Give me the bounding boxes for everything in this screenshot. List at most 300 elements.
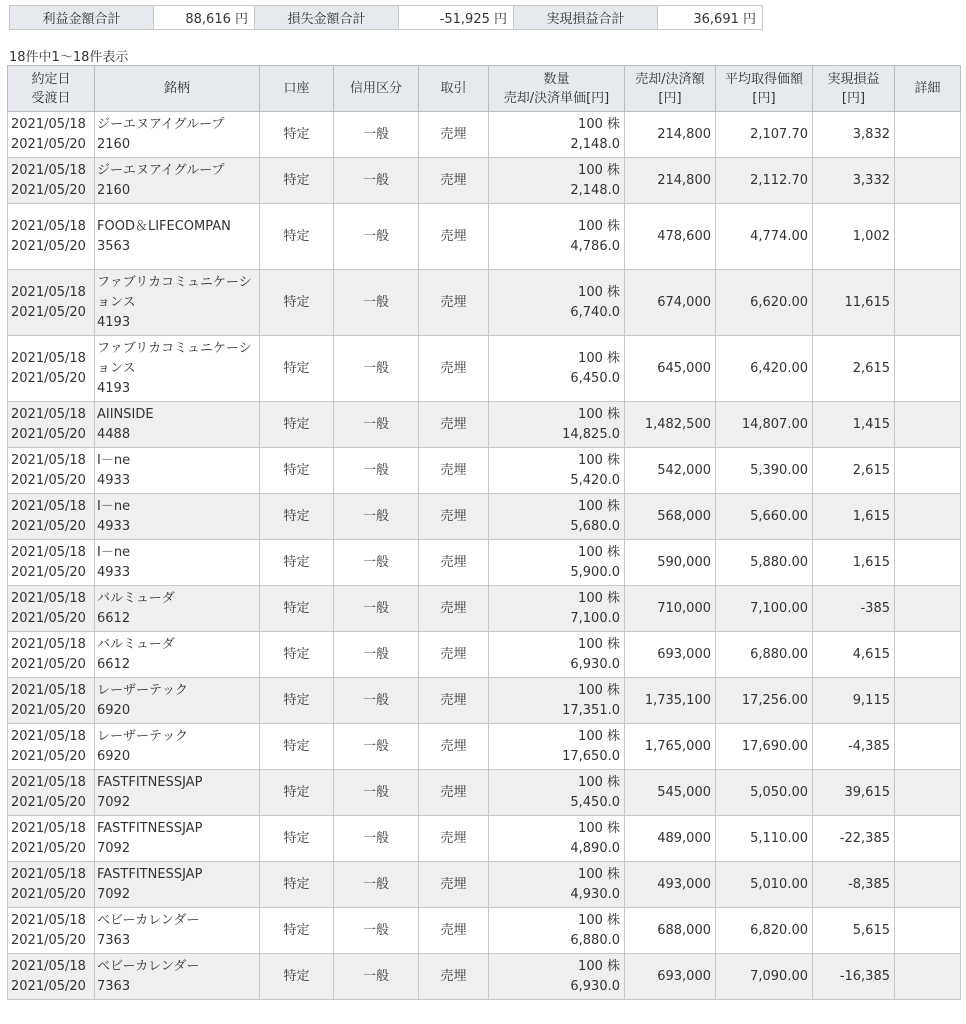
table-row: [8, 336, 961, 402]
col-header-margin: 信用区分: [334, 66, 419, 112]
issue-code: 2160: [97, 182, 131, 198]
qty-cell: [489, 270, 625, 336]
qty-cell: [489, 678, 625, 724]
issue-code: 6920: [97, 748, 131, 764]
avg-cost-cell: 4,774.00: [716, 204, 813, 270]
avg-cost-cell: 2,112.70: [716, 158, 813, 204]
date-cell: [8, 862, 95, 908]
pl-cell: 11,615: [813, 270, 895, 336]
quantity: 100 株: [578, 350, 620, 366]
unit-price: 6,930.0: [570, 978, 620, 994]
quantity: 100 株: [578, 912, 620, 928]
contract-date: 2021/05/18: [11, 162, 86, 178]
trade-cell: 売埋: [419, 862, 489, 908]
date-cell: [8, 954, 95, 1000]
quantity: 100 株: [578, 866, 620, 882]
issue-code: 6612: [97, 610, 131, 626]
date-cell: [8, 494, 95, 540]
delivery-date: 2021/05/20: [11, 702, 86, 718]
trade-cell: 売埋: [419, 632, 489, 678]
account-cell: 特定: [260, 770, 334, 816]
account-cell: 特定: [260, 112, 334, 158]
col-header-qty-label: 数量: [543, 71, 570, 87]
unit-price: 6,930.0: [570, 656, 620, 672]
avg-cost-cell: 5,110.00: [716, 816, 813, 862]
amount-cell: 214,800: [625, 158, 716, 204]
date-cell: [8, 402, 95, 448]
delivery-date: 2021/05/20: [11, 564, 86, 580]
avg-cost-cell: 6,820.00: [716, 908, 813, 954]
issue-code: 4933: [97, 564, 131, 580]
profit-total-value: 88,616 円: [154, 6, 255, 30]
table-row: [8, 770, 961, 816]
issue-cell: [95, 862, 260, 908]
date-cell: [8, 448, 95, 494]
quantity: 100 株: [578, 116, 620, 132]
table-row: [8, 908, 961, 954]
qty-cell: [489, 770, 625, 816]
table-row: [8, 724, 961, 770]
col-header-avg-cost-unit: [円]: [752, 90, 776, 106]
col-header-avg-cost-label: 平均取得価額: [724, 71, 803, 87]
pl-cell: 2,615: [813, 448, 895, 494]
unit-price: 6,740.0: [570, 304, 620, 320]
date-cell: [8, 158, 95, 204]
unit-price: 2,148.0: [570, 182, 620, 198]
col-header-amount-label: 売却/決済額: [635, 71, 705, 87]
detail-cell: [895, 586, 961, 632]
pl-cell: -22,385: [813, 816, 895, 862]
issue-name: FASTFITNESSJAP: [97, 774, 203, 790]
detail-cell: [895, 270, 961, 336]
contract-date: 2021/05/18: [11, 958, 86, 974]
issue-name: ベビーカレンダー: [97, 958, 200, 974]
delivery-date: 2021/05/20: [11, 794, 86, 810]
amount-cell: 590,000: [625, 540, 716, 586]
table-row: [8, 112, 961, 158]
pl-cell: -4,385: [813, 724, 895, 770]
trade-cell: 売埋: [419, 678, 489, 724]
date-cell: [8, 540, 95, 586]
margin-cell: 一般: [334, 770, 419, 816]
unit-price: 4,930.0: [570, 886, 620, 902]
realized-total-label: 実現損益合計: [514, 6, 658, 30]
contract-date: 2021/05/18: [11, 590, 86, 606]
pl-cell: 3,332: [813, 158, 895, 204]
pl-cell: -16,385: [813, 954, 895, 1000]
trade-cell: 売埋: [419, 112, 489, 158]
issue-code: 4193: [97, 314, 131, 330]
avg-cost-cell: 7,100.00: [716, 586, 813, 632]
delivery-date: 2021/05/20: [11, 472, 86, 488]
qty-cell: [489, 816, 625, 862]
avg-cost-cell: 2,107.70: [716, 112, 813, 158]
avg-cost-cell: 6,420.00: [716, 336, 813, 402]
col-header-pl-label: 実現損益: [827, 71, 880, 87]
col-header-detail: 詳細: [895, 66, 961, 112]
detail-cell: [895, 908, 961, 954]
pl-cell: 39,615: [813, 770, 895, 816]
contract-date: 2021/05/18: [11, 544, 86, 560]
issue-name: ファブリカコミュニケーションス: [97, 274, 252, 310]
delivery-date: 2021/05/20: [11, 656, 86, 672]
margin-cell: 一般: [334, 586, 419, 632]
detail-cell: [895, 112, 961, 158]
issue-cell: [95, 448, 260, 494]
qty-cell: [489, 908, 625, 954]
quantity: 100 株: [578, 636, 620, 652]
issue-name: ジーエヌアイグループ: [97, 162, 225, 178]
issue-cell: [95, 336, 260, 402]
unit-price: 2,148.0: [570, 136, 620, 152]
issue-cell: [95, 158, 260, 204]
account-cell: 特定: [260, 204, 334, 270]
date-cell: [8, 770, 95, 816]
unit-price: 5,900.0: [570, 564, 620, 580]
issue-name: FASTFITNESSJAP: [97, 866, 203, 882]
contract-date: 2021/05/18: [11, 406, 86, 422]
pl-cell: 1,615: [813, 540, 895, 586]
delivery-date: 2021/05/20: [11, 748, 86, 764]
issue-name: ファブリカコミュニケーションス: [97, 340, 252, 376]
issue-name: I－ne: [97, 544, 131, 560]
detail-cell: [895, 494, 961, 540]
quantity: 100 株: [578, 406, 620, 422]
avg-cost-cell: 5,050.00: [716, 770, 813, 816]
avg-cost-cell: 6,880.00: [716, 632, 813, 678]
col-header-dates: [8, 66, 95, 112]
quantity: 100 株: [578, 682, 620, 698]
margin-cell: 一般: [334, 816, 419, 862]
date-cell: [8, 204, 95, 270]
pl-cell: 5,615: [813, 908, 895, 954]
contract-date: 2021/05/18: [11, 866, 86, 882]
issue-cell: [95, 678, 260, 724]
contract-date: 2021/05/18: [11, 820, 86, 836]
date-cell: [8, 678, 95, 724]
pl-cell: -8,385: [813, 862, 895, 908]
unit-price: 5,420.0: [570, 472, 620, 488]
trade-cell: 売埋: [419, 204, 489, 270]
issue-code: 3563: [97, 238, 131, 254]
qty-cell: [489, 448, 625, 494]
avg-cost-cell: 5,880.00: [716, 540, 813, 586]
col-header-pl: [813, 66, 895, 112]
margin-cell: 一般: [334, 448, 419, 494]
detail-cell: [895, 204, 961, 270]
quantity: 100 株: [578, 590, 620, 606]
table-row: [8, 954, 961, 1000]
detail-cell: [895, 158, 961, 204]
qty-cell: [489, 632, 625, 678]
detail-cell: [895, 770, 961, 816]
quantity: 100 株: [578, 498, 620, 514]
unit-price: 4,786.0: [570, 238, 620, 254]
table-row: [8, 816, 961, 862]
detail-cell: [895, 678, 961, 724]
contract-date: 2021/05/18: [11, 682, 86, 698]
pl-cell: 4,615: [813, 632, 895, 678]
margin-cell: 一般: [334, 494, 419, 540]
delivery-date: 2021/05/20: [11, 978, 86, 994]
issue-name: AIINSIDE: [97, 406, 154, 422]
table-row: [8, 158, 961, 204]
detail-cell: [895, 540, 961, 586]
account-cell: 特定: [260, 632, 334, 678]
issue-cell: [95, 586, 260, 632]
delivery-date: 2021/05/20: [11, 304, 86, 320]
amount-cell: 710,000: [625, 586, 716, 632]
avg-cost-cell: 5,660.00: [716, 494, 813, 540]
date-cell: [8, 586, 95, 632]
issue-cell: [95, 954, 260, 1000]
qty-cell: [489, 724, 625, 770]
trade-cell: 売埋: [419, 586, 489, 632]
qty-cell: [489, 862, 625, 908]
unit-price: 6,880.0: [570, 932, 620, 948]
col-header-amount: [625, 66, 716, 112]
trade-cell: 売埋: [419, 540, 489, 586]
issue-code: 4488: [97, 426, 131, 442]
issue-cell: [95, 770, 260, 816]
margin-cell: 一般: [334, 270, 419, 336]
realized-total-value: 36,691 円: [658, 6, 763, 30]
delivery-date: 2021/05/20: [11, 840, 86, 856]
account-cell: 特定: [260, 336, 334, 402]
table-row: [8, 586, 961, 632]
summary-table: [9, 5, 763, 30]
amount-cell: 493,000: [625, 862, 716, 908]
table-row: [8, 632, 961, 678]
margin-cell: 一般: [334, 908, 419, 954]
loss-total-value: -51,925 円: [399, 6, 514, 30]
issue-cell: [95, 816, 260, 862]
issue-name: レーザーテック: [97, 728, 189, 744]
amount-cell: 693,000: [625, 954, 716, 1000]
unit-price: 5,680.0: [570, 518, 620, 534]
issue-code: 4193: [97, 380, 131, 396]
issue-name: FOOD＆LIFECOMPAN: [97, 218, 231, 234]
unit-price: 17,650.0: [562, 748, 620, 764]
account-cell: 特定: [260, 270, 334, 336]
profit-total-label: 利益金額合計: [10, 6, 154, 30]
table-row: [8, 270, 961, 336]
account-cell: 特定: [260, 586, 334, 632]
trade-cell: 売埋: [419, 158, 489, 204]
margin-cell: 一般: [334, 724, 419, 770]
unit-price: 6,450.0: [570, 370, 620, 386]
avg-cost-cell: 14,807.00: [716, 402, 813, 448]
date-cell: [8, 724, 95, 770]
unit-price: 17,351.0: [562, 702, 620, 718]
issue-name: I－ne: [97, 452, 131, 468]
table-row: [8, 402, 961, 448]
contract-date: 2021/05/18: [11, 218, 86, 234]
issue-cell: [95, 908, 260, 954]
issue-name: FASTFITNESSJAP: [97, 820, 203, 836]
account-cell: 特定: [260, 908, 334, 954]
delivery-date: 2021/05/20: [11, 610, 86, 626]
avg-cost-cell: 6,620.00: [716, 270, 813, 336]
account-cell: 特定: [260, 494, 334, 540]
col-header-contract-date: 約定日: [31, 71, 71, 87]
amount-cell: 478,600: [625, 204, 716, 270]
trade-cell: 売埋: [419, 494, 489, 540]
qty-cell: [489, 954, 625, 1000]
detail-cell: [895, 448, 961, 494]
issue-name: レーザーテック: [97, 682, 189, 698]
col-header-unit-price: 売却/決済単価[円]: [503, 90, 610, 106]
qty-cell: [489, 494, 625, 540]
contract-date: 2021/05/18: [11, 636, 86, 652]
issue-cell: [95, 204, 260, 270]
qty-cell: [489, 540, 625, 586]
amount-cell: 688,000: [625, 908, 716, 954]
issue-code: 4933: [97, 518, 131, 534]
quantity: 100 株: [578, 162, 620, 178]
col-header-avg-cost: [716, 66, 813, 112]
issue-name: バルミューダ: [97, 636, 175, 652]
issue-name: バルミューダ: [97, 590, 175, 606]
pl-cell: 1,002: [813, 204, 895, 270]
contract-date: 2021/05/18: [11, 116, 86, 132]
qty-cell: [489, 112, 625, 158]
issue-code: 7363: [97, 978, 131, 994]
table-row: [8, 204, 961, 270]
account-cell: 特定: [260, 724, 334, 770]
account-cell: 特定: [260, 862, 334, 908]
pl-cell: 3,832: [813, 112, 895, 158]
result-count: 18件中1～18件表示: [9, 50, 129, 65]
detail-cell: [895, 632, 961, 678]
trade-cell: 売埋: [419, 724, 489, 770]
col-header-trade: 取引: [419, 66, 489, 112]
margin-cell: 一般: [334, 402, 419, 448]
delivery-date: 2021/05/20: [11, 136, 86, 152]
account-cell: 特定: [260, 816, 334, 862]
amount-cell: 545,000: [625, 770, 716, 816]
quantity: 100 株: [578, 218, 620, 234]
date-cell: [8, 816, 95, 862]
detail-cell: [895, 954, 961, 1000]
issue-name: ジーエヌアイグループ: [97, 116, 225, 132]
margin-cell: 一般: [334, 540, 419, 586]
delivery-date: 2021/05/20: [11, 182, 86, 198]
issue-cell: [95, 540, 260, 586]
avg-cost-cell: 5,010.00: [716, 862, 813, 908]
issue-code: 2160: [97, 136, 131, 152]
col-header-delivery-date: 受渡日: [31, 90, 71, 106]
date-cell: [8, 112, 95, 158]
issue-code: 7363: [97, 932, 131, 948]
col-header-qty: [489, 66, 625, 112]
unit-price: 14,825.0: [562, 426, 620, 442]
unit-price: 7,100.0: [570, 610, 620, 626]
quantity: 100 株: [578, 820, 620, 836]
amount-cell: 214,800: [625, 112, 716, 158]
avg-cost-cell: 17,690.00: [716, 724, 813, 770]
account-cell: 特定: [260, 158, 334, 204]
loss-total-label: 損失金額合計: [255, 6, 399, 30]
amount-cell: 645,000: [625, 336, 716, 402]
issue-code: 4933: [97, 472, 131, 488]
trade-cell: 売埋: [419, 402, 489, 448]
issue-code: 7092: [97, 794, 131, 810]
margin-cell: 一般: [334, 862, 419, 908]
delivery-date: 2021/05/20: [11, 426, 86, 442]
quantity: 100 株: [578, 958, 620, 974]
pl-cell: 9,115: [813, 678, 895, 724]
amount-cell: 674,000: [625, 270, 716, 336]
quantity: 100 株: [578, 452, 620, 468]
contract-date: 2021/05/18: [11, 350, 86, 366]
margin-cell: 一般: [334, 158, 419, 204]
account-cell: 特定: [260, 448, 334, 494]
issue-cell: [95, 494, 260, 540]
pl-cell: -385: [813, 586, 895, 632]
table-row: [8, 540, 961, 586]
qty-cell: [489, 204, 625, 270]
trade-cell: 売埋: [419, 908, 489, 954]
quantity: 100 株: [578, 728, 620, 744]
contract-date: 2021/05/18: [11, 452, 86, 468]
margin-cell: 一般: [334, 954, 419, 1000]
account-cell: 特定: [260, 402, 334, 448]
account-cell: 特定: [260, 540, 334, 586]
qty-cell: [489, 402, 625, 448]
margin-cell: 一般: [334, 336, 419, 402]
avg-cost-cell: 17,256.00: [716, 678, 813, 724]
trade-cell: 売埋: [419, 448, 489, 494]
table-row: [8, 494, 961, 540]
trade-cell: 売埋: [419, 954, 489, 1000]
issue-cell: [95, 724, 260, 770]
issue-code: 6612: [97, 656, 131, 672]
pl-cell: 1,615: [813, 494, 895, 540]
date-cell: [8, 632, 95, 678]
avg-cost-cell: 5,390.00: [716, 448, 813, 494]
table-row: [8, 862, 961, 908]
detail-cell: [895, 336, 961, 402]
trade-cell: 売埋: [419, 270, 489, 336]
amount-cell: 542,000: [625, 448, 716, 494]
col-header-account: 口座: [260, 66, 334, 112]
quantity: 100 株: [578, 284, 620, 300]
quantity: 100 株: [578, 774, 620, 790]
trade-history-table: [7, 65, 961, 1000]
date-cell: [8, 270, 95, 336]
unit-price: 4,890.0: [570, 840, 620, 856]
account-cell: 特定: [260, 678, 334, 724]
delivery-date: 2021/05/20: [11, 370, 86, 386]
col-header-issue: 銘柄: [95, 66, 260, 112]
quantity: 100 株: [578, 544, 620, 560]
contract-date: 2021/05/18: [11, 284, 86, 300]
margin-cell: 一般: [334, 678, 419, 724]
qty-cell: [489, 158, 625, 204]
delivery-date: 2021/05/20: [11, 518, 86, 534]
table-row: [8, 448, 961, 494]
issue-cell: [95, 402, 260, 448]
margin-cell: 一般: [334, 632, 419, 678]
amount-cell: 1,482,500: [625, 402, 716, 448]
contract-date: 2021/05/18: [11, 498, 86, 514]
detail-cell: [895, 724, 961, 770]
issue-code: 7092: [97, 886, 131, 902]
contract-date: 2021/05/18: [11, 912, 86, 928]
amount-cell: 568,000: [625, 494, 716, 540]
issue-name: I－ne: [97, 498, 131, 514]
